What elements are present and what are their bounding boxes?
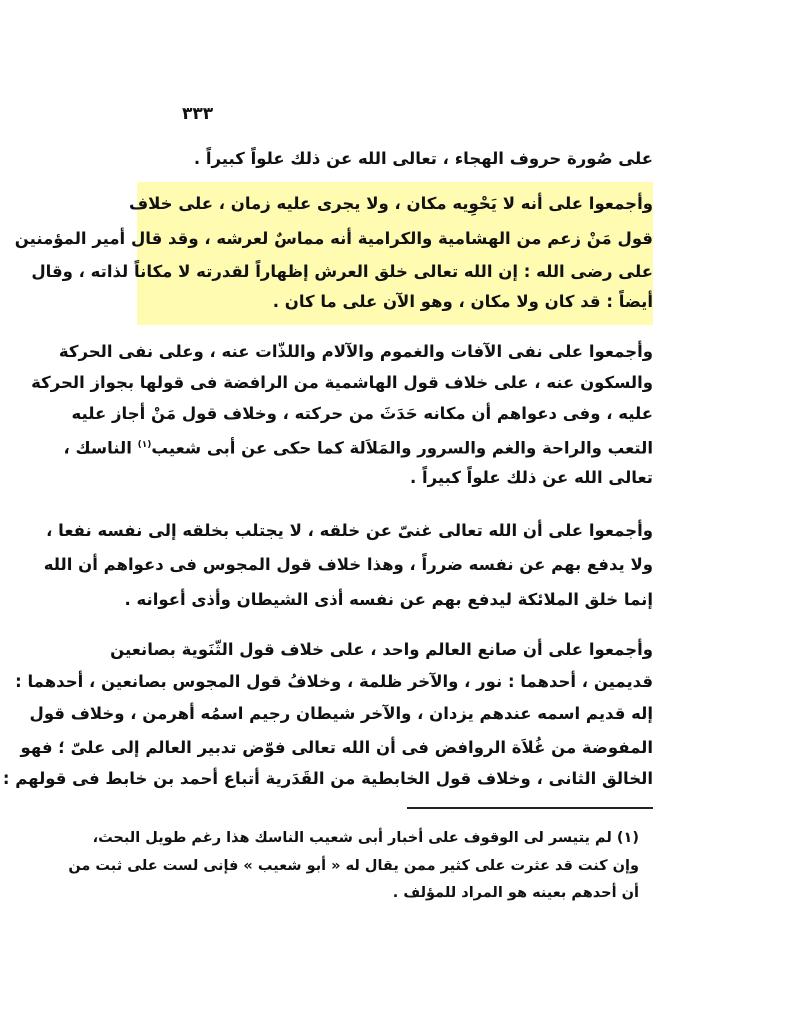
footnote-divider [407,807,653,809]
highlighted-line: على رضى الله : إن الله تعالى خلق العرش إظهاراً لقدرته لا مكاناً لذاته ، وقال [31,262,653,281]
paragraph-3-line: إنما خلق الملائكة ليدفع بهم عن نفسه أذى الشيطان وأذى أعوانه . [124,590,653,609]
paragraph-3-line: ولا يدفع بهم عن نفسه ضرراً ، وهذا خلاف قول المجوس فى دعواهم أن الله [43,555,653,574]
paragraph-4-line: المفوضة من غُلاَة الروافض فى أن الله تعالى فوّض تدبير العالم إلى علىّ ؛ فهو [20,738,653,757]
paragraph-2-line [63,434,653,460]
highlighted-line: أيضاً : قد كان ولا مكان ، وهو الآن على ما كان . [272,292,653,311]
paragraph-4-line: قديمين ، أحدهما : نور ، والآخر ظلمة ، وخلافُ قول المجوس بصانعين ، أحدهما : [15,672,653,691]
paragraph-4-line: الخالق الثانى ، وخلاف قول الخابطية من القَدَرية أتباع أحمد بن خابط فى قولهم : [2,769,653,788]
footnote-line: أن أحدهم بعينه هو المراد للمؤلف . [392,885,639,901]
paragraph-4-line: إله قديم اسمه عندهم يزدان ، والآخر شيطان رجيم اسمُه أهرمن ، وخلاف قول [29,704,653,723]
footnote-reference[interactable]: (١) [137,440,152,450]
footnote-line: وإن كنت قد عثرت على كثير ممن يقال له « أبو شعيب » فإنى لست على ثبت من [68,858,639,874]
highlighted-line: قول مَنْ زعم من الهشامية والكرامية أنه مماسٌ لعرشه ، وقد قال أمير المؤمنين [14,229,653,248]
paragraph-3-line: وأجمعوا على أن الله تعالى غنىّ عن خلقه ، لا يجتلب بخلقه إلى نفسه نفعا ، [46,521,653,540]
paragraph-2-line: وأجمعوا على نفى الآفات والغموم والآلام واللذّات عنه ، وعلى نفى الحركة [58,342,653,361]
paragraph-2-line-text: التعب والراحة والغم والسرور والمَلاَلة كما حكى عن أبى شعيب [151,438,653,458]
body-line-top: على صُورة حروف الهجاء ، تعالى الله عن ذلك علواً كبيراً . [193,149,653,168]
paragraph-2-line-tail: الناسك ، [63,438,132,458]
highlighted-line: وأجمعوا على أنه لا يَحْوِيه مكان ، ولا يجرى عليه زمان ، على خلاف [128,194,653,213]
paragraph-2-line: عليه ، وفى دعواهم أن مكانه حَدَثَ من حركته ، وخلاف قول مَنْ أجاز عليه [71,404,653,423]
paragraph-2-line: والسكون عنه ، على خلاف قول الهاشمية من الرافضة فى قولها بجواز الحركة [31,373,653,392]
paragraph-4-line: وأجمعوا على أن صانع العالم واحد ، على خلاف قول الثّنَوية بصانعين [110,640,653,659]
footnote-line: (١) لم يتيسر لى الوقوف على أخبار أبى شعيب الناسك هذا رغم طويل البحث، [92,830,639,846]
page-number: ٣٣٣ [182,104,214,124]
paragraph-2-line: تعالى الله عن ذلك علواً كبيراً . [409,468,653,487]
